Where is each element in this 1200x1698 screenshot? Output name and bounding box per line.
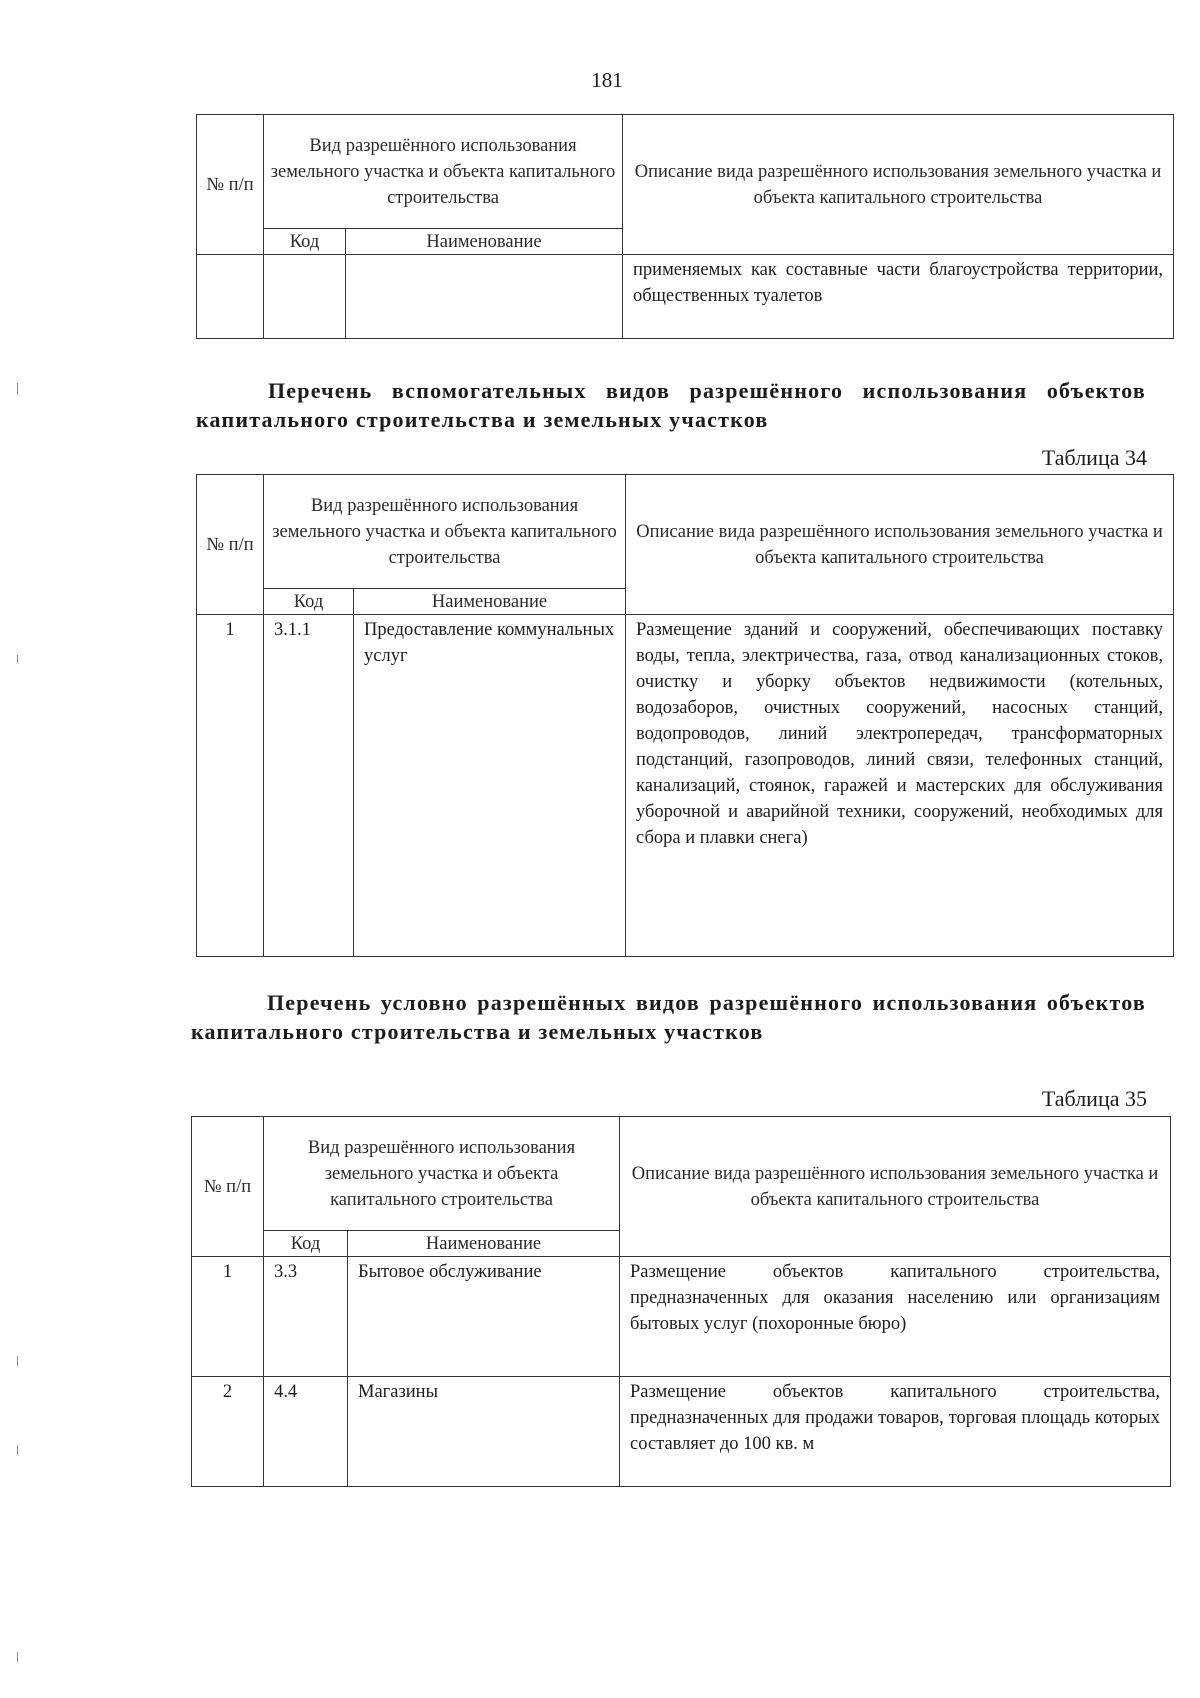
- row-description: Размещение объектов капитального строительства, предназначенных для оказания населению или организациям бытовых услуг (похоронные бюро): [620, 1257, 1171, 1377]
- header-code: Код: [264, 1231, 348, 1257]
- row-description: применяемых как составные части благоустройства территории, общественных туалетов: [623, 255, 1174, 339]
- conditional-table: [191, 1116, 1171, 1487]
- header-use-kind: Вид разрешённого использования земельного участка и объекта капитального строительства: [264, 475, 626, 589]
- continued-table: [196, 114, 1174, 339]
- row-description: Размещение зданий и сооружений, обеспечивающих поставку воды, тепла, электричества, газа, отвод канализационных стоков, очистку и уборку объектов недвижимости (котельных, водозаборов, очистных сооружений, насосных станций, водопроводов, линий электропередач, трансформаторных подстанций, газопроводов, линий связи, телефонных станций, канализаций, стоянок, гаражей и мастерских для обслуживания уборочной и аварийной техники, сооружений, необходимых для сбора и плавки снега): [626, 615, 1174, 957]
- header-description: Описание вида разрешённого использования земельного участка и объекта капитального строительства: [620, 1117, 1171, 1257]
- table-row: [192, 1377, 1171, 1487]
- header-code: Код: [264, 229, 346, 255]
- header-code: Код: [264, 589, 354, 615]
- section-heading-conditional: Перечень условно разрешённых видов разрешённого использования объектов капитального строительства и земельных участков: [191, 990, 1146, 1044]
- margin-mark: [17, 383, 18, 395]
- row-description: Размещение объектов капитального строительства, предназначенных для продажи товаров, торговая площадь которых составляет до 100 кв. м: [620, 1377, 1171, 1487]
- header-name: Наименование: [346, 229, 623, 255]
- table-row: [197, 255, 1174, 339]
- row-number: 2: [192, 1377, 264, 1487]
- section-heading-auxiliary: Перечень вспомогательных видов разрешённого использования объектов капитального строительства и земельных участков: [196, 378, 1146, 432]
- table-row: [197, 615, 1174, 957]
- header-use-kind: Вид разрешённого использования земельного участка и объекта капитального строительства: [264, 1117, 620, 1231]
- header-name: Наименование: [354, 589, 626, 615]
- row-code: 3.3: [264, 1257, 348, 1377]
- header-use-kind: Вид разрешённого использования земельного участка и объекта капитального строительства: [264, 115, 623, 229]
- table-caption-34: Таблица 34: [1041, 445, 1147, 470]
- header-description: Описание вида разрешённого использования земельного участка и объекта капитального строительства: [623, 115, 1174, 255]
- row-code: [264, 255, 346, 339]
- row-number: 1: [197, 615, 264, 957]
- table-row: [192, 1257, 1171, 1377]
- row-name: [346, 255, 623, 339]
- row-name: Магазины: [348, 1377, 620, 1487]
- row-number: [197, 255, 264, 339]
- margin-mark: [17, 1652, 18, 1662]
- row-number: 1: [192, 1257, 264, 1377]
- page-number: 181: [591, 68, 623, 92]
- header-description: Описание вида разрешённого использования земельного участка и объекта капитального строительства: [626, 475, 1174, 615]
- header-name: Наименование: [348, 1231, 620, 1257]
- margin-mark: [17, 1356, 18, 1366]
- table-caption-35: Таблица 35: [1041, 1086, 1147, 1111]
- row-name: Бытовое обслуживание: [348, 1257, 620, 1377]
- header-number: № п/п: [192, 1117, 264, 1257]
- header-number: № п/п: [197, 115, 264, 255]
- margin-mark: [17, 1445, 18, 1455]
- margin-mark: [17, 655, 18, 663]
- header-number: № п/п: [197, 475, 264, 615]
- row-name: Предоставление коммунальных услуг: [354, 615, 626, 957]
- auxiliary-table: [196, 474, 1174, 957]
- row-code: 3.1.1: [264, 615, 354, 957]
- row-code: 4.4: [264, 1377, 348, 1487]
